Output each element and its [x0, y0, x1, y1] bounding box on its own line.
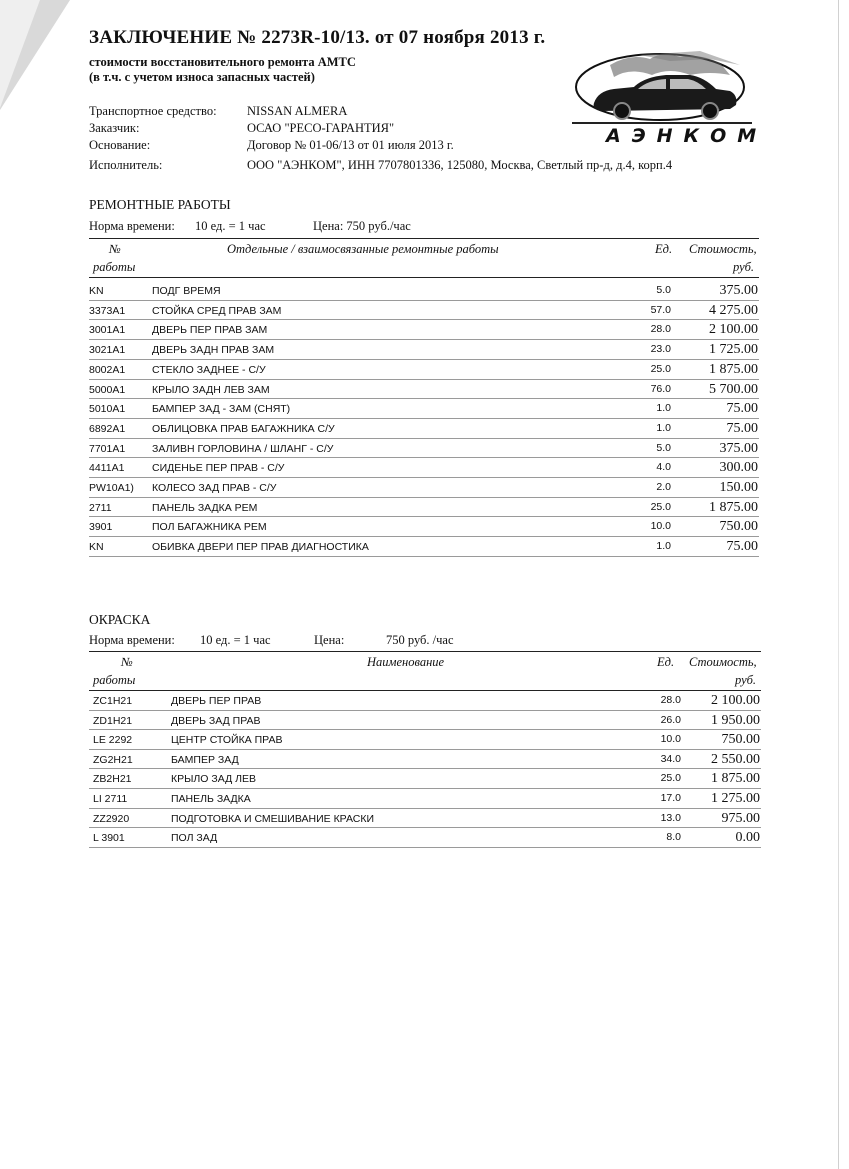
- table-row: [89, 380, 759, 399]
- norm-label: Норма времени:: [89, 633, 175, 647]
- price-label: Цена:: [314, 633, 345, 647]
- col-no-header-2: работы: [93, 260, 136, 274]
- table-top-rule: [89, 238, 759, 239]
- row-code: ZG2H21: [93, 753, 133, 766]
- row-units: 25.0: [650, 362, 671, 375]
- row-code: 5000A1: [89, 383, 126, 396]
- row-code: ZZ2920: [93, 812, 130, 825]
- info-value: ООО "АЭНКОМ", ИНН 7707801336, 125080, Москва, Светлый пр-д, д.4, корп.4: [247, 158, 673, 172]
- row-name: КРЫЛО ЗАДН ЛЕВ ЗАМ: [152, 383, 270, 396]
- row-cost: 975.00: [721, 810, 760, 826]
- info-label: Транспортное средство:: [89, 104, 217, 118]
- info-value: NISSAN ALMERA: [247, 104, 348, 118]
- row-cost: 75.00: [726, 539, 758, 555]
- row-units: 34.0: [660, 752, 681, 765]
- row-code: 3021A1: [89, 344, 126, 357]
- table-row: [89, 809, 761, 828]
- row-units: 23.0: [650, 343, 671, 356]
- row-units: 25.0: [660, 772, 681, 785]
- table-row: [89, 498, 759, 517]
- norm-value: 10 ед. = 1 час: [195, 219, 266, 233]
- table-row: [89, 478, 759, 497]
- page-edge: [838, 0, 839, 1169]
- row-code: ZC1H21: [93, 695, 133, 707]
- row-units: 25.0: [650, 500, 671, 513]
- row-cost: 1 875.00: [709, 361, 758, 377]
- row-name: СТОЙКА СРЕД ПРАВ ЗАМ: [152, 304, 282, 317]
- table-row: [89, 320, 759, 339]
- row-units: 26.0: [660, 713, 681, 726]
- row-code: 7701A1: [89, 442, 126, 455]
- row-code: 2711: [89, 501, 112, 514]
- document-subtitle-note: (в т.ч. с учетом износа запасных частей): [89, 70, 315, 84]
- row-code: KN: [89, 285, 104, 297]
- col-cost-header: Стоимость,: [689, 655, 757, 669]
- paint-section-title: ОКРАСКА: [89, 612, 151, 627]
- table-row: [89, 360, 759, 379]
- row-code: LE 2292: [93, 734, 133, 747]
- document-subtitle: стоимости восстановительного ремонта АМТС: [89, 55, 356, 69]
- col-name-header: Отдельные / взаимосвязанные ремонтные работы: [227, 242, 499, 256]
- row-name: ПОДГОТОВКА И СМЕШИВАНИЕ КРАСКИ: [171, 812, 375, 825]
- row-units: 1.0: [656, 540, 671, 553]
- row-cost: 75.00: [726, 401, 758, 417]
- paint-table-header: [89, 655, 761, 691]
- row-separator: [89, 556, 759, 557]
- table-row: [89, 691, 761, 710]
- row-code: 3373A1: [89, 304, 126, 317]
- row-cost: 1 950.00: [711, 712, 760, 728]
- row-name: ПОЛ БАГАЖНИКА РЕМ: [152, 521, 267, 534]
- row-code: KN: [89, 541, 104, 554]
- row-name: ДВЕРЬ ПЕР ПРАВ: [171, 695, 262, 707]
- row-code: 3901: [89, 521, 113, 534]
- row-code: 3001A1: [89, 324, 126, 337]
- row-units: 1.0: [656, 421, 671, 434]
- table-row: [89, 789, 761, 808]
- info-label: Основание:: [89, 138, 151, 152]
- row-name: ДВЕРЬ ЗАД ПРАВ: [171, 714, 261, 727]
- row-cost: 1 875.00: [709, 499, 758, 515]
- row-name: ДВЕРЬ ПЕР ПРАВ ЗАМ: [152, 324, 268, 337]
- row-name: ОБЛИЦОВКА ПРАВ БАГАЖНИКА С/У: [152, 422, 335, 435]
- row-units: 4.0: [656, 461, 671, 474]
- col-name-header: Наименование: [367, 655, 445, 669]
- table-row: [89, 301, 759, 320]
- col-cost-header-2: руб.: [733, 260, 755, 274]
- row-name: СИДЕНЬЕ ПЕР ПРАВ - С/У: [152, 462, 285, 475]
- col-cost-header: Стоимость,: [689, 242, 757, 256]
- row-name: БАМПЕР ЗАД: [171, 753, 239, 766]
- table-row: [89, 828, 761, 847]
- row-name: КОЛЕСО ЗАД ПРАВ - С/У: [152, 482, 277, 494]
- row-code: 8002A1: [89, 363, 126, 376]
- norm-value: 10 ед. = 1 час: [200, 633, 271, 647]
- row-code: 4411A1: [89, 462, 125, 475]
- row-code: 6892A1: [89, 422, 126, 435]
- price-label: Цена: 750 руб./час: [313, 219, 411, 233]
- row-units: 5.0: [656, 284, 671, 296]
- table-row: [89, 711, 761, 730]
- row-cost: 750.00: [719, 519, 758, 535]
- table-row: [89, 517, 759, 536]
- row-code: LI 2711: [93, 793, 128, 805]
- row-cost: 75.00: [726, 420, 758, 436]
- row-name: ЗАЛИВН ГОРЛОВИНА / ШЛАНГ - С/У: [152, 442, 334, 455]
- row-cost: 2 100.00: [711, 693, 760, 708]
- row-name: ПАНЕЛЬ ЗАДКА: [171, 793, 251, 805]
- row-units: 28.0: [650, 323, 671, 336]
- col-no-header-2: работы: [93, 673, 136, 687]
- table-row: [89, 458, 759, 477]
- document-title: ЗАКЛЮЧЕНИЕ № 2273R-10/13. от 07 ноября 2013 г.: [89, 27, 546, 48]
- row-units: 5.0: [656, 441, 671, 454]
- row-cost: 4 275.00: [709, 302, 758, 318]
- row-cost: 2 550.00: [711, 751, 760, 767]
- col-units-header: Ед.: [657, 655, 675, 669]
- table-row: [89, 769, 761, 788]
- table-row: [89, 439, 759, 458]
- norm-label: Норма времени:: [89, 219, 175, 233]
- info-value: Договор № 01-06/13 от 01 июля 2013 г.: [247, 138, 454, 152]
- table-row: [89, 281, 759, 300]
- row-cost: 1 875.00: [711, 771, 760, 787]
- row-units: 57.0: [650, 303, 671, 316]
- row-units: 10.0: [660, 733, 681, 746]
- row-name: ДВЕРЬ ЗАДН ПРАВ ЗАМ: [152, 344, 275, 357]
- info-label: Исполнитель:: [89, 158, 163, 172]
- row-name: ПОДГ ВРЕМЯ: [152, 285, 221, 297]
- row-units: 13.0: [660, 811, 681, 824]
- repair-table-header: [89, 242, 759, 278]
- row-units: 8.0: [666, 831, 681, 844]
- row-code: 5010A1: [89, 403, 126, 416]
- row-units: 76.0: [650, 382, 671, 395]
- row-cost: 1 725.00: [709, 342, 758, 358]
- page-corner-fold-highlight: [0, 0, 40, 108]
- logo-underline: [572, 122, 752, 124]
- table-row: [89, 340, 759, 359]
- table-row: [89, 419, 759, 438]
- info-label: Заказчик:: [89, 121, 140, 135]
- col-no-header: №: [121, 655, 133, 669]
- row-code: PW10A1): [89, 482, 134, 494]
- row-separator: [89, 847, 761, 848]
- logo-text: АЭНКОМ: [606, 125, 768, 147]
- row-name: СТЕКЛО ЗАДНЕЕ - С/У: [152, 363, 266, 376]
- price-value: 750 руб. /час: [386, 633, 454, 647]
- row-units: 10.0: [650, 520, 671, 533]
- table-row: [89, 399, 759, 418]
- row-cost: 5 700.00: [709, 381, 758, 397]
- table-row: [89, 730, 761, 749]
- row-units: 1.0: [656, 402, 671, 415]
- row-name: ОБИВКА ДВЕРИ ПЕР ПРАВ ДИАГНОСТИКА: [152, 541, 369, 554]
- row-code: L 3901: [93, 832, 125, 845]
- table-row: [89, 537, 759, 556]
- row-name: БАМПЕР ЗАД - ЗАМ (СНЯТ): [152, 403, 291, 416]
- row-cost: 375.00: [719, 440, 758, 456]
- col-no-header: №: [109, 242, 121, 256]
- row-name: ЦЕНТР СТОЙКА ПРАВ: [171, 734, 283, 747]
- row-cost: 750.00: [721, 732, 760, 748]
- row-name: ПАНЕЛЬ ЗАДКА РЕМ: [152, 501, 258, 514]
- row-cost: 300.00: [719, 460, 758, 476]
- col-cost-header-2: руб.: [735, 673, 757, 687]
- row-cost: 150.00: [719, 480, 758, 495]
- info-value: ОСАО "РЕСО-ГАРАНТИЯ": [247, 121, 395, 135]
- table-row: [89, 750, 761, 769]
- row-units: 17.0: [660, 792, 681, 804]
- repair-section-title: РЕМОНТНЫЕ РАБОТЫ: [89, 197, 231, 212]
- row-cost: 1 275.00: [711, 791, 760, 806]
- row-code: ZD1H21: [93, 714, 133, 727]
- table-top-rule: [89, 651, 761, 652]
- row-code: ZB2H21: [93, 773, 132, 786]
- row-name: КРЫЛО ЗАД ЛЕВ: [171, 773, 257, 786]
- col-units-header: Ед.: [655, 242, 673, 256]
- row-cost: 0.00: [735, 830, 760, 846]
- row-units: 28.0: [660, 694, 681, 706]
- row-cost: 375.00: [719, 283, 758, 298]
- row-units: 2.0: [656, 481, 671, 493]
- table-header-rule: [89, 277, 759, 278]
- row-cost: 2 100.00: [709, 322, 758, 338]
- row-name: ПОЛ ЗАД: [171, 832, 218, 845]
